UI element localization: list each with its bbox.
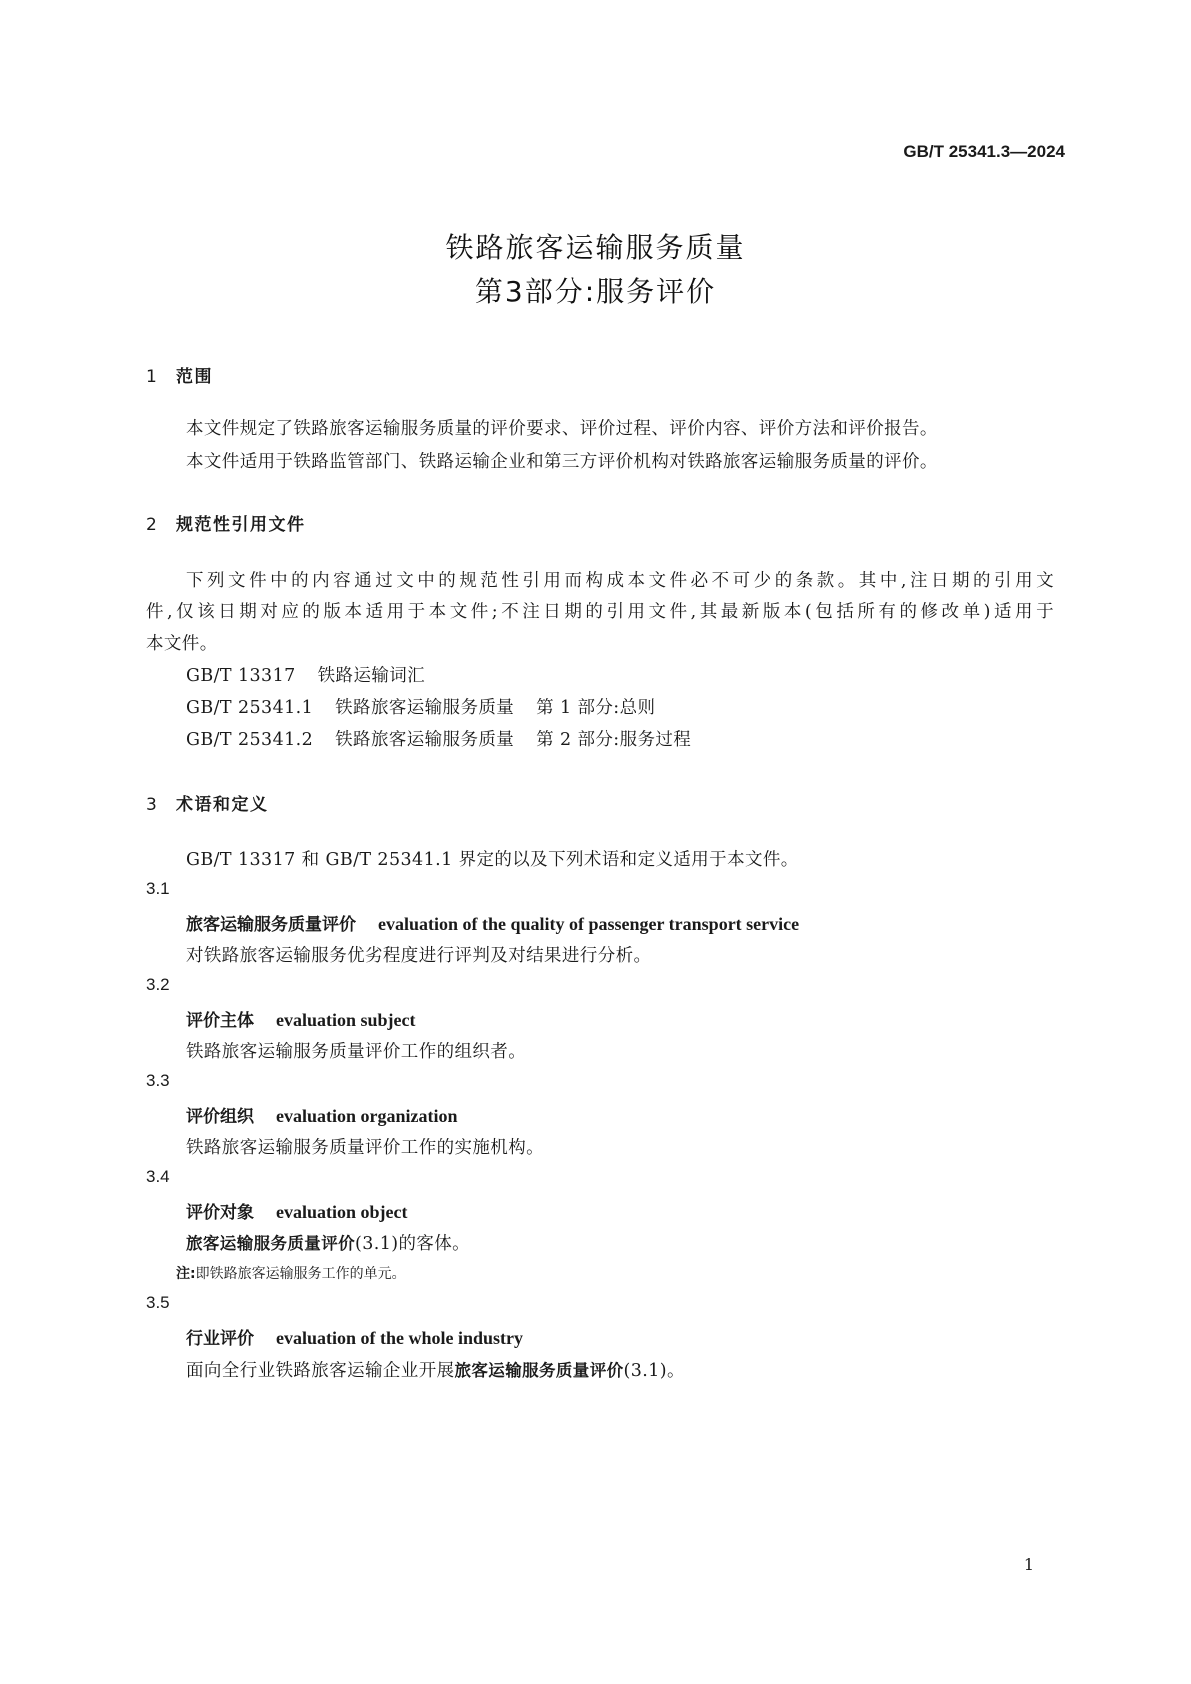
term-heading: [186, 1324, 523, 1349]
document-title: 铁路旅客运输服务质量: [445, 231, 746, 264]
term-zh: 旅客运输服务质量评价: [186, 915, 356, 935]
section-title: 术语和定义: [176, 795, 269, 815]
reference-title: 铁路旅客运输服务质量: [335, 698, 515, 718]
reference-item: [186, 662, 425, 687]
term-zh: 行业评价: [186, 1329, 254, 1349]
reference-part: 第 1 部分:总则: [536, 698, 656, 718]
definition-text: (3.1)。: [623, 1361, 685, 1381]
reference-code: GB/T 25341.2: [186, 730, 314, 750]
term-definition: 铁路旅客运输服务质量评价工作的组织者。: [186, 1042, 527, 1062]
page-number: 1: [1023, 1555, 1034, 1574]
note-text: 即铁路旅客运输服务工作的单元。: [195, 1266, 406, 1282]
term-zh: 评价对象: [186, 1203, 254, 1223]
paragraph: 本文件适用于铁路监管部门、铁路运输企业和第三方评价机构对铁路旅客运输服务质量的评价。: [186, 452, 938, 472]
section-title: 规范性引用文件: [176, 515, 306, 535]
term-note: [176, 1263, 406, 1283]
term-en: evaluation of the whole industry: [276, 1328, 524, 1348]
reference-item: [186, 694, 655, 719]
document-subtitle: 第3部分:服务评价: [474, 275, 717, 308]
term-cross-reference: 旅客运输服务质量评价: [454, 1361, 624, 1380]
term-number: 3.3: [146, 1071, 170, 1090]
reference-part: 第 2 部分:服务过程: [536, 730, 692, 750]
term-definition: [186, 1230, 470, 1255]
term-en: evaluation object: [276, 1202, 408, 1222]
section-heading-terms: [146, 790, 269, 815]
reference-code: GB/T 13317: [186, 666, 296, 686]
section-number: 1: [146, 367, 159, 387]
reference-item: [186, 726, 691, 751]
definition-text: 面向全行业铁路旅客运输企业开展: [186, 1361, 455, 1381]
section-heading-scope: [146, 362, 213, 387]
term-zh: 评价组织: [186, 1107, 254, 1127]
reference-title: 铁路旅客运输服务质量: [335, 730, 515, 750]
term-definition: 铁路旅客运输服务质量评价工作的实施机构。: [186, 1138, 544, 1158]
term-number: 3.4: [146, 1167, 170, 1186]
term-heading: [186, 910, 799, 935]
reference-title: 铁路运输词汇: [317, 666, 426, 686]
term-number: 3.1: [146, 879, 170, 898]
term-zh: 评价主体: [186, 1011, 254, 1031]
term-heading: [186, 1102, 458, 1127]
paragraph-line: 下列文件中的内容通过文中的规范性引用而构成本文件必不可少的条款。其中,注日期的引用文: [186, 571, 1054, 591]
definition-text: (3.1)的客体。: [355, 1234, 471, 1254]
term-en: evaluation of the quality of passenger transport service: [378, 914, 800, 934]
term-number: 3.5: [146, 1293, 170, 1312]
paragraph: GB/T 13317 和 GB/T 25341.1 界定的以及下列术语和定义适用于本文件。: [186, 850, 799, 870]
term-cross-reference: 旅客运输服务质量评价: [186, 1234, 355, 1253]
paragraph: 本文件规定了铁路旅客运输服务质量的评价要求、评价过程、评价内容、评价方法和评价报告。: [186, 419, 938, 439]
term-definition: [186, 1357, 685, 1382]
term-definition: 对铁路旅客运输服务优劣程度进行评判及对结果进行分析。: [186, 946, 652, 966]
paragraph-line: 本文件。: [146, 634, 218, 654]
term-heading: [186, 1006, 416, 1031]
term-heading: [186, 1198, 407, 1223]
term-number: 3.2: [146, 975, 170, 994]
section-number: 3: [146, 795, 159, 815]
term-en: evaluation organization: [276, 1106, 458, 1126]
note-label: 注:: [176, 1266, 196, 1282]
paragraph-line: 件,仅该日期对应的版本适用于本文件;不注日期的引用文件,其最新版本(包括所有的修改单)适用于: [146, 602, 1054, 622]
reference-code: GB/T 25341.1: [186, 698, 314, 718]
standard-number: GB/T 25341.3—2024: [903, 142, 1065, 161]
section-number: 2: [146, 515, 159, 535]
section-heading-normative-references: [146, 510, 306, 535]
term-en: evaluation subject: [276, 1010, 416, 1030]
section-title: 范围: [176, 367, 213, 387]
